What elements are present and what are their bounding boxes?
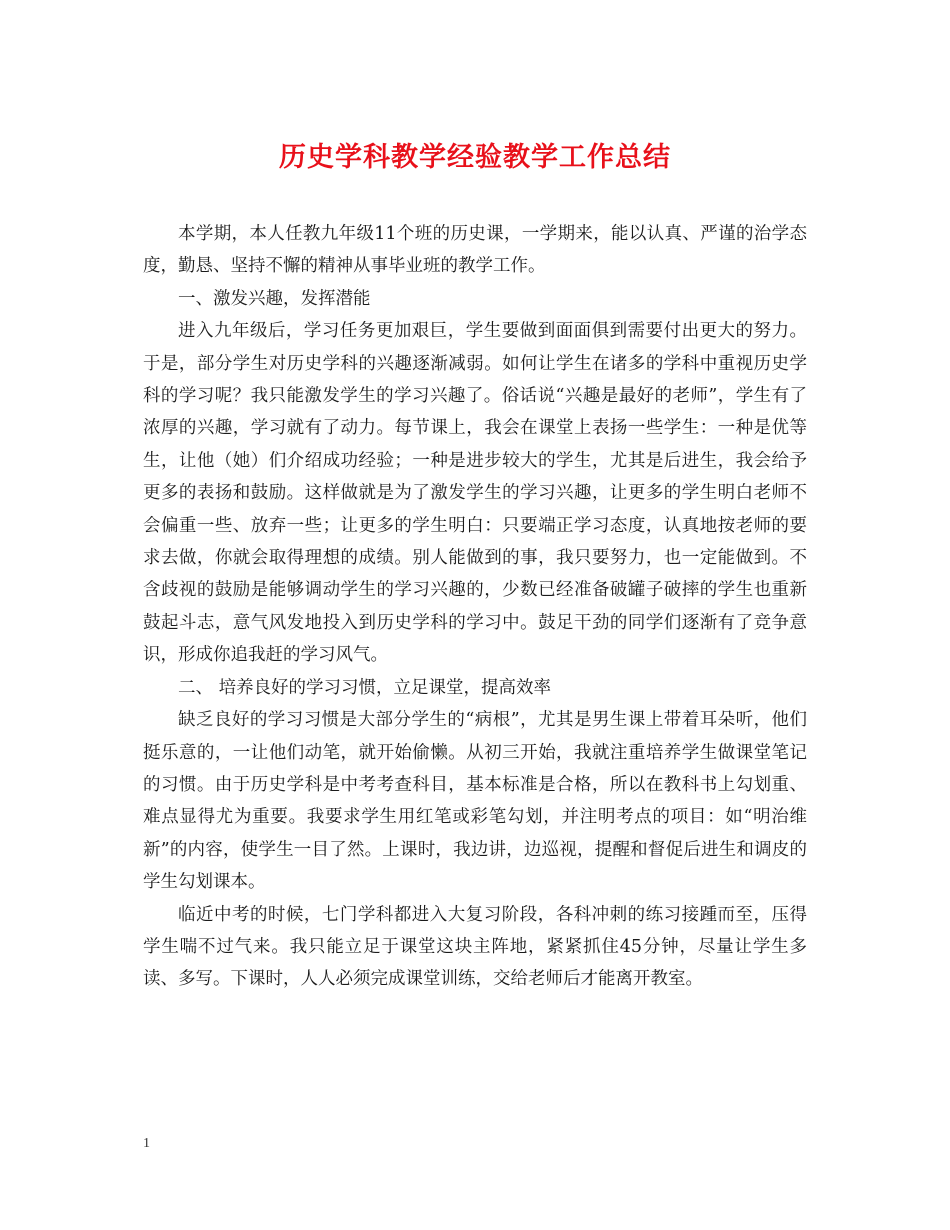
section-heading-2: 二、 培养良好的学习习惯，立足课堂，提高效率 — [178, 677, 552, 698]
document-body — [143, 218, 807, 996]
document-title: 历史学科教学经验教学工作总结 — [279, 142, 671, 173]
paragraph-section-1: 进入九年级后，学习任务更加艰巨，学生要做到面面俱到需要付出更大的努力。于是，部分学生对历史学科的兴趣逐渐减弱。如何让学生在诸多的学科中重视历史学科的学习呢？我只能激发学生的学习兴趣了。俗话说“兴趣是最好的老师”，学生有了浓厚的兴趣，学习就有了动力。每节课上，我会在课堂上表扬一些学生：一种是优等生，让他（她）们介绍成功经验；一种是进步较大的学生，尤其是后进生，我会给予更多的表扬和鼓励。这样做就是为了激发学生的学习兴趣，让更多的学生明白老师不会偏重一些、放弃一些；让更多的学生明白：只要端正学习态度，认真地按老师的要求去做，你就会取得理想的成绩。别人能做到的事，我只要努力，也一定能做到。不含歧视的鼓励是能够调动学生的学习兴趣的，少数已经准备破罐子破摔的学生也重新鼓起斗志，意气风发地投入到历史学科的学习中。鼓足干劲的同学们逐渐有了竞争意识，形成你追我赶的学习风气。 — [143, 321, 807, 666]
paragraph-section-2-continued: 临近中考的时候，七门学科都进入大复习阶段，各科冲刺的练习接踵而至，压得学生喘不过气来。我只能立足于课堂这块主阵地，紧紧抓住45分钟，尽量让学生多读、多写。下课时，人人必须完成课堂训练，交给老师后才能离开教室。 — [143, 904, 807, 990]
page-number: 1 — [143, 1136, 150, 1151]
paragraph-intro: 本学期，本人任教九年级11个班的历史课，一学期来，能以认真、严谨的治学态度，勤恳、坚持不懈的精神从事毕业班的教学工作。 — [143, 224, 807, 277]
section-heading-1: 一、激发兴趣，发挥潜能 — [178, 288, 371, 309]
paragraph-section-2: 缺乏良好的学习习惯是大部分学生的“病根”，尤其是男生课上带着耳朵听，他们挺乐意的，一让他们动笔，就开始偷懒。从初三开始，我就注重培养学生做课堂笔记的习惯。由于历史学科是中考考查科目，基本标准是合格，所以在教科书上勾划重、难点显得尤为重要。我要求学生用红笔或彩笔勾划，并注明考点的项目：如“明治维新”的内容，使学生一目了然。上课时，我边讲，边巡视，提醒和督促后进生和调皮的学生勾划课本。 — [143, 710, 807, 893]
